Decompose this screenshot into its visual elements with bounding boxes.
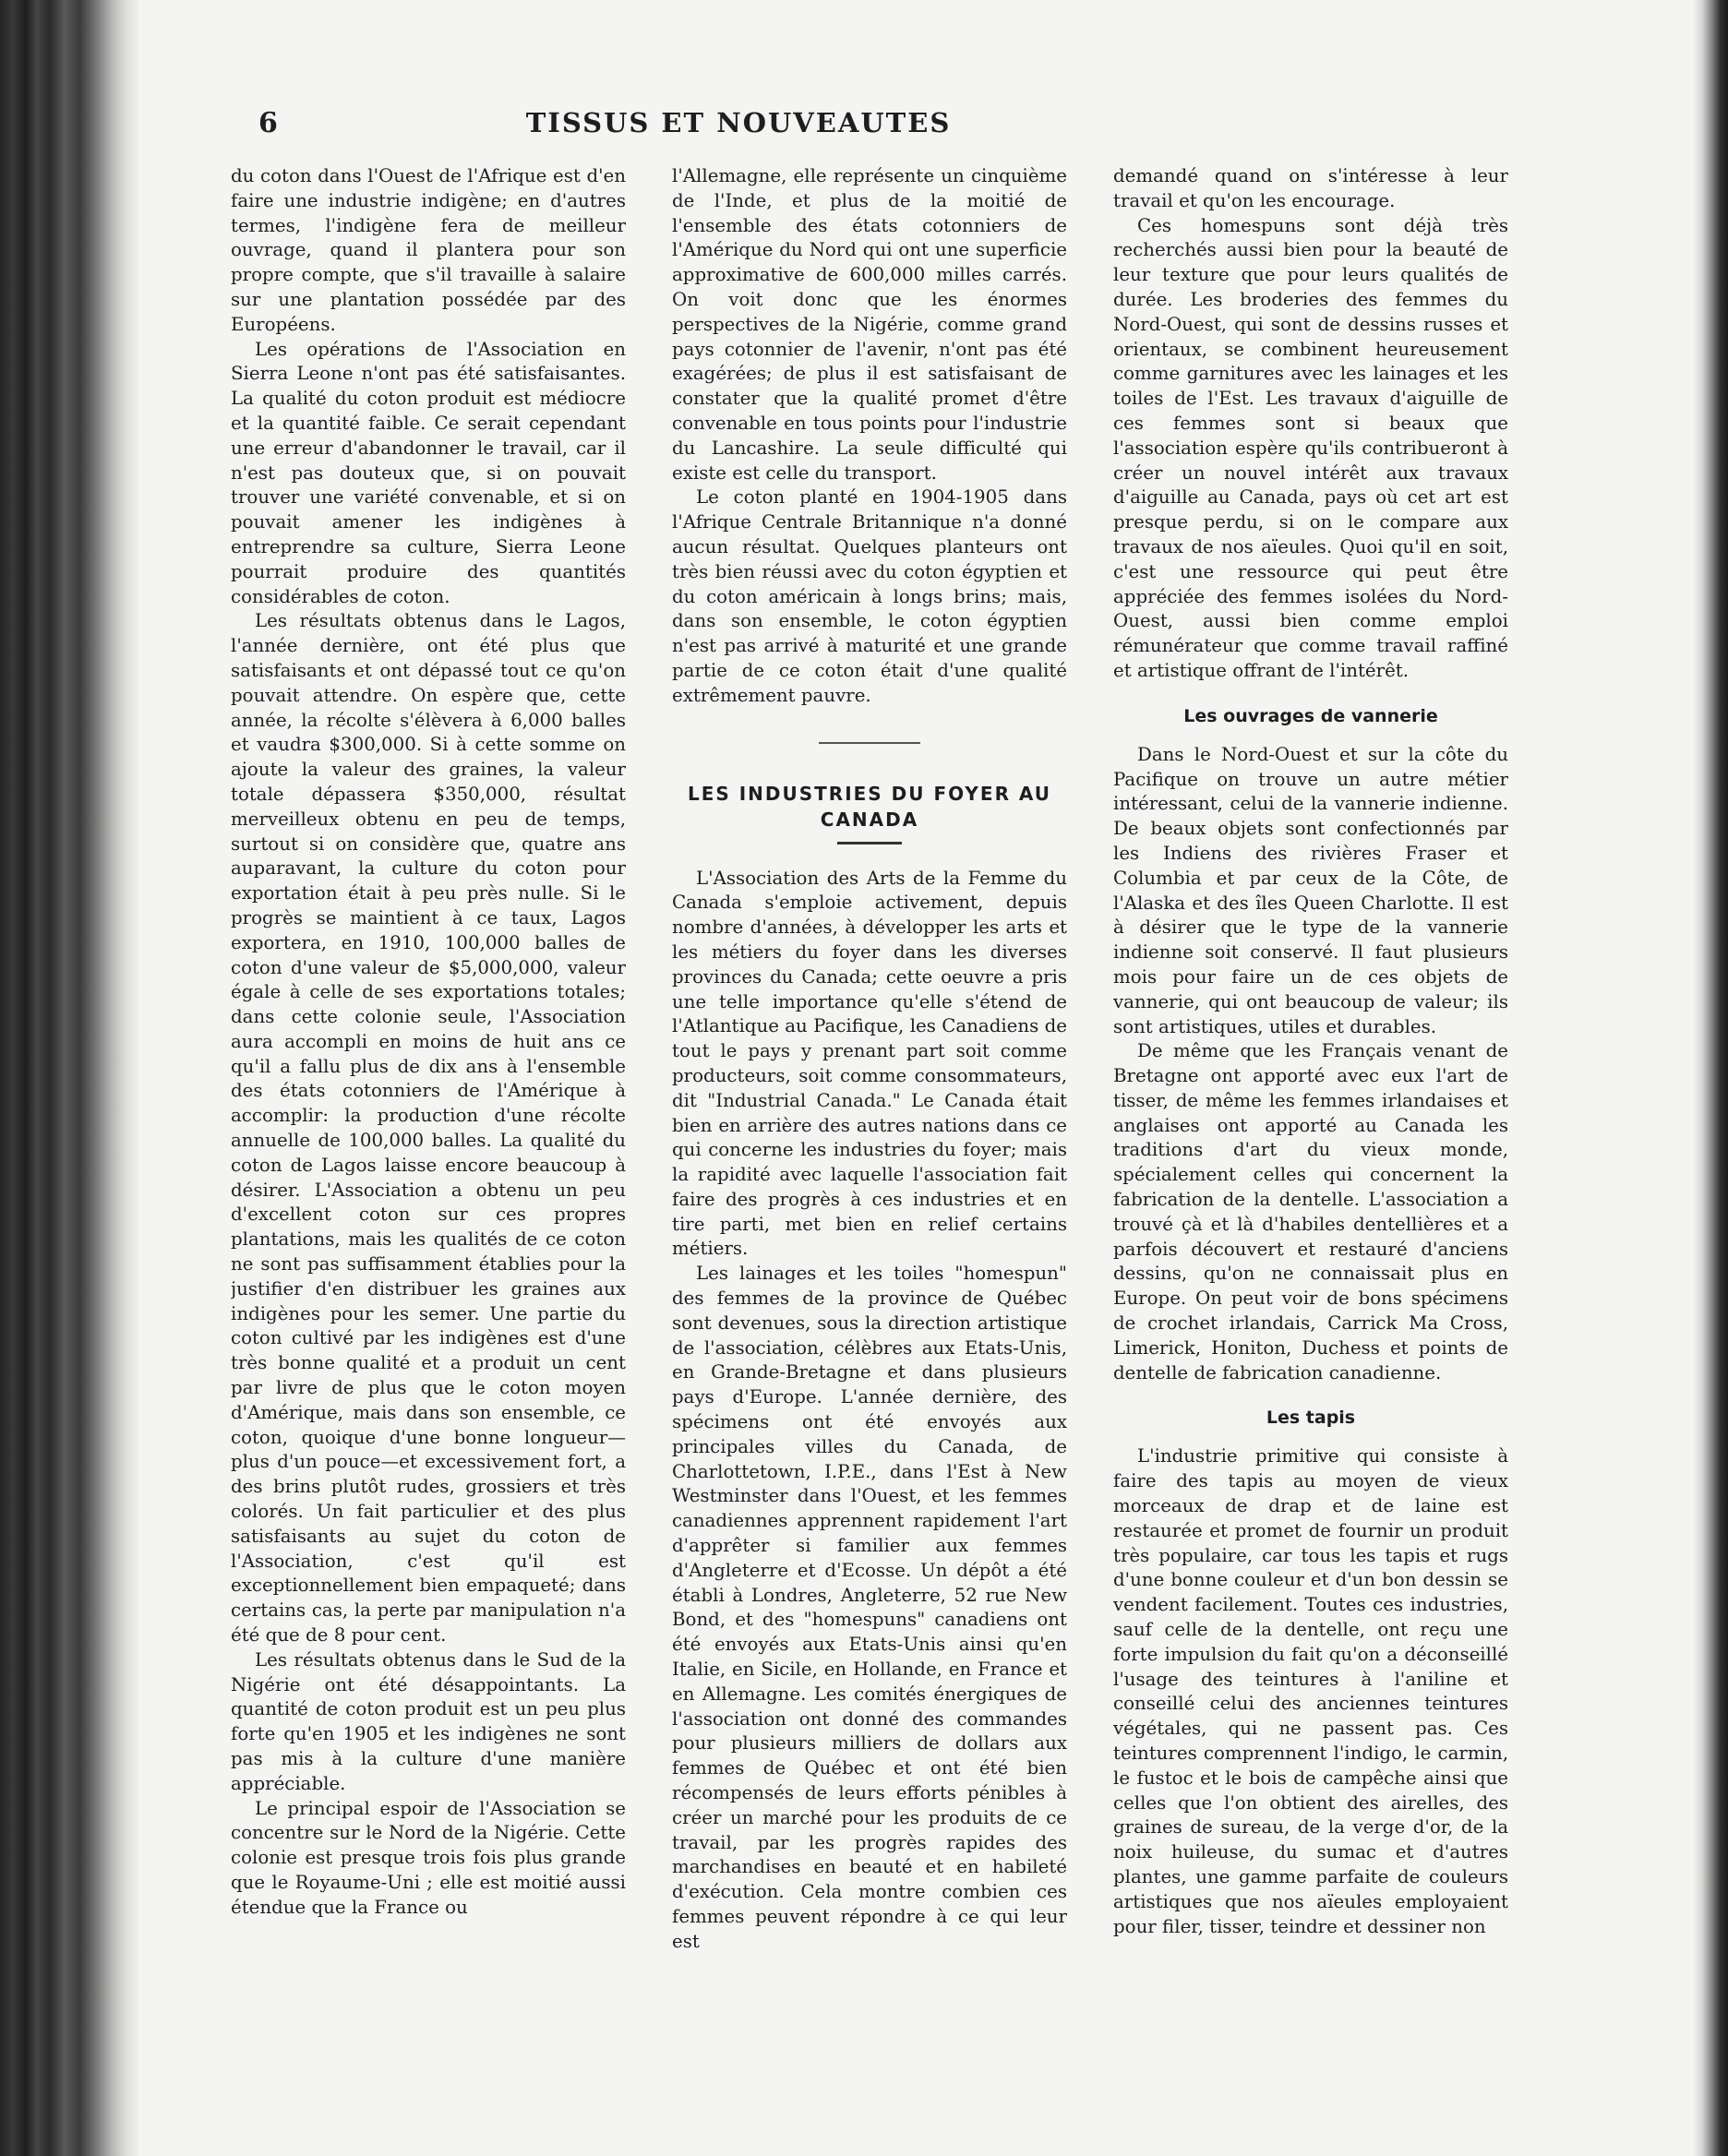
paragraph: du coton dans l'Ouest de l'Afrique est d'en faire une industrie indigène; en d'autres termes, l'indigène fera de meilleur ouvrage, quand il plantera pour son propre compte, que s'il travaille à salaire sur une plantation possédée par des Européens. (231, 165, 626, 335)
paragraph: L'Association des Arts de la Femme du Canada s'emploie activement, depuis nombre d'années, à développer les arts et les métiers du foyer dans les diverses provinces du Canada; cette oeuvre a pris une telle importance qu'elle s'étend de l'Atlantique au Pacifique, les Canadiens de tout le pays y prenant part soit comme producteurs, soit comme consommateurs, dit "Industrial Canada." Le Canada était bien en arrière des autres nations dans ce qui concerne les industries du foyer; mais la rapidité avec laquelle l'association fait faire des progrès à ces industries et en tire parti, met bien en relief certains métiers. (672, 867, 1067, 1260)
article-title: LES INDUSTRIES DU FOYER AU CANADA (687, 782, 1052, 831)
book-binding-edge (0, 0, 138, 2156)
page-gutter-shadow (1693, 0, 1728, 2156)
article-separator (819, 742, 920, 744)
page-number: 6 (258, 107, 278, 139)
paragraph: l'Allemagne, elle représente un cinquième de l'Inde, et plus de la moitié de l'ensemble des états cotonniers de l'Amérique du Nord qui ont une superficie approximative de 600,000 milles carrés. On voit donc que les énormes perspectives de la Nigérie, comme grand pays cotonnier de l'avenir, n'ont pas été exagérées; de plus il est satisfaisant de constater que la qualité promet d'être convenable en tous points pour l'industrie du Lancashire. La seule difficulté qui existe est celle du transport. (672, 165, 1067, 484)
paragraph: Les résultats obtenus dans le Lagos, l'année dernière, ont été plus que satisfaisants et ont dépassé tout ce qu'on pouvait attendre. On espère que, cette année, la récolte s'élèvera à 6,000 balles et vaudra $300,000. Si à cette somme on ajoute la valeur des graines, la valeur totale dépassera $350,000, résultat merveilleux obtenu en peu de temps, surtout si on considère que, quatre ans auparavant, la culture du coton pour exportation était à peu près nulle. Si le progrès se maintient à ce taux, Lagos exportera, en 1910, 100,000 balles de coton d'une valeur de $5,000,000, valeur égale à celle de ses exportations totales; dans cette colonie seule, l'Association aura accompli en moins de huit ans ce qu'il a fallu plus de dix ans à l'ensemble des états cotonniers de l'Amérique à accomplir: la production d'une récolte annuelle de 100,000 balles. La qualité du coton de Lagos laisse encore beaucoup à désirer. L'Association a obtenu un peu d'excellent coton sur ces propres plantations, mais les qualités de ce coton ne sont pas suffisamment établies pour la justifier d'en distribuer les graines aux indigènes pour les semer. Une partie du coton cultivé par les indigènes est d'une très bonne qualité et a produit un cent par livre de plus que le coton moyen d'Amérique, mais dans son ensemble, ce coton, quoique d'une bonne longueur—plus d'un pouce—et excessivement fort, a des brins plutôt rudes, grossiers et très colorés. Un fait particulier et des plus satisfaisants au sujet du coton de l'Association, c'est qu'il est exceptionnellement bien empaqueté; dans certains cas, la perte par manipulation n'a été que de 8 pour cent. (231, 610, 626, 1647)
page (138, 0, 1693, 2156)
paragraph: Le coton planté en 1904-1905 dans l'Afrique Centrale Britannique n'a donné aucun résultat. Quelques planteurs ont très bien réussi avec du coton égyptien et du coton américain à longs brins; mais, dans son ensemble, le coton égyptien n'est pas arrivé à maturité et une grande partie de ce coton était d'une qualité extrêmement pauvre. (672, 486, 1067, 706)
paragraph: Les opérations de l'Association en Sierra Leone n'ont pas été satisfaisantes. La qualité du coton produit est médiocre et la quantité faible. Ce serait cependant une erreur d'abandonner le travail, car il n'est pas douteux que, si on pouvait trouver une variété convenable, et si on pouvait amener les indigènes à entreprendre sa culture, Sierra Leone pourrait produire des quantités considérables de coton. (231, 338, 626, 607)
column-3 (1113, 164, 1508, 2084)
column-2 (672, 164, 1067, 2084)
section-heading: Les tapis (1266, 1407, 1356, 1429)
paragraph: Le principal espoir de l'Association se concentre sur le Nord de la Nigérie. Cette colonie est presque trois fois plus grande que le Royaume-Uni ; elle est moitié aussi étendue que la France ou (231, 1797, 626, 1918)
paragraph: Les résultats obtenus dans le Sud de la Nigérie ont été désappointants. La quantité de coton produit est un peu plus forte qu'en 1905 et les indigènes ne sont pas mis à la culture d'une manière appréciable. (231, 1648, 626, 1794)
journal-title: TISSUS ET NOUVEAUTES (525, 107, 952, 138)
section-heading: Les ouvrages de vannerie (1183, 705, 1438, 726)
paragraph: L'industrie primitive qui consiste à faire des tapis au moyen de vieux morceaux de drap et de laine est restaurée et promet de fournir un produit très populaire, car tous les tapis et rugs d'une bonne couleur et d'un bon dessin se vendent facilement. Toutes ces industries, sauf celle de la dentelle, ont reçu une forte impulsion du fait qu'on a déconseillé l'usage des teintures à l'aniline et conseillé celui des anciennes teintures végétales, qui ne passent pas. Ces teintures comprennent l'indigo, le carmin, le fustoc et le bois de campêche ainsi que celles que l'on obtient des airelles, des graines de sureau, de la verge d'or, de la noix huileuse, du sumac et d'autres plantes, une gamme parfaite de couleurs artistiques que nos aïeules employaient pour filer, tisser, teindre et dessiner non (1113, 1445, 1508, 1937)
column-1 (231, 164, 626, 2084)
page-header (258, 107, 1218, 148)
paragraph: demandé quand on s'intéresse à leur travail et qu'on les encourage. (1113, 165, 1508, 211)
paragraph: Les lainages et les toiles "homespun" des femmes de la province de Québec sont devenues, sous la direction artistique de l'association, célèbres aux Etats-Unis, en Grande-Bretagne et dans plusieurs pays d'Europe. L'année dernière, des spécimens ont été envoyés aux principales villes du Canada, de Charlottetown, I.P.E., dans l'Est à New Westminster dans l'Ouest, et les femmes canadiennes apprennent rapidement l'art d'apprêter si familier aux femmes d'Angleterre et d'Ecosse. Un dépôt a été établi à Londres, Angleterre, 52 rue New Bond, et des "homespuns" canadiens ont été envoyés aux Etats-Unis ainsi qu'en Italie, en Sicile, en Hollande, en France et en Allemagne. Les comités énergiques de l'association ont donné des commandes pour plusieurs milliers de dollars aux femmes de Québec et ont été bien récompensés de leurs efforts pénibles à créer un marché pour les produits de ce travail, par les progrès rapides des marchandises en beauté et en habileté d'exécution. Cela montre combien ces femmes peuvent répondre à ce qui leur est (672, 1263, 1067, 1952)
title-rule (837, 842, 902, 844)
paragraph: Ces homespuns sont déjà très recherchés aussi bien pour la beauté de leur texture que pour leurs qualités de durée. Les broderies des femmes du Nord-Ouest, qui sont de dessins russes et orientaux, se combinent heureusement comme garnitures avec les lainages et les toiles de l'Est. Les travaux d'aiguille de ces femmes sont si beaux que l'association espère qu'ils contribueront à créer un nouvel intérêt aux travaux d'aiguille au Canada, pays où cet art est presque perdu, si on le compare aux travaux de nos aïeules. Quoi qu'il en soit, c'est une ressource qui peut être appréciée des femmes isolées du Nord-Ouest, aussi bien comme emploi rémunérateur que comme travail raffiné et artistique offrant de l'intérêt. (1113, 214, 1508, 681)
paragraph: Dans le Nord-Ouest et sur la côte du Pacifique on trouve un autre métier intéressant, celui de la vannerie indienne. De beaux objets sont confectionnés par les Indiens des rivières Fraser et Columbia et par ceux de la Côte, de l'Alaska et des îles Queen Charlotte. Il est à désirer que le type de la vannerie indienne soit conservé. Il faut plusieurs mois pour faire un de ces objets de vannerie, qui ont beaucoup de valeur; ils sont artistiques, utiles et durables. (1113, 743, 1508, 1037)
paragraph: De même que les Français venant de Bretagne ont apporté avec eux l'art de tisser, de même les femmes irlandaises et anglaises ont apporté au Canada les traditions d'art du vieux monde, spécialement celles qui concernent la fabrication de la dentelle. L'association a trouvé çà et là d'habiles dentellières et a parfois découvert et restauré d'anciens dessins, qu'on ne connaissait plus en Europe. On peut voir de bons spécimens de crochet irlandais, Carrick Ma Cross, Limerick, Honiton, Duchess et points de dentelle de fabrication canadienne. (1113, 1040, 1508, 1383)
